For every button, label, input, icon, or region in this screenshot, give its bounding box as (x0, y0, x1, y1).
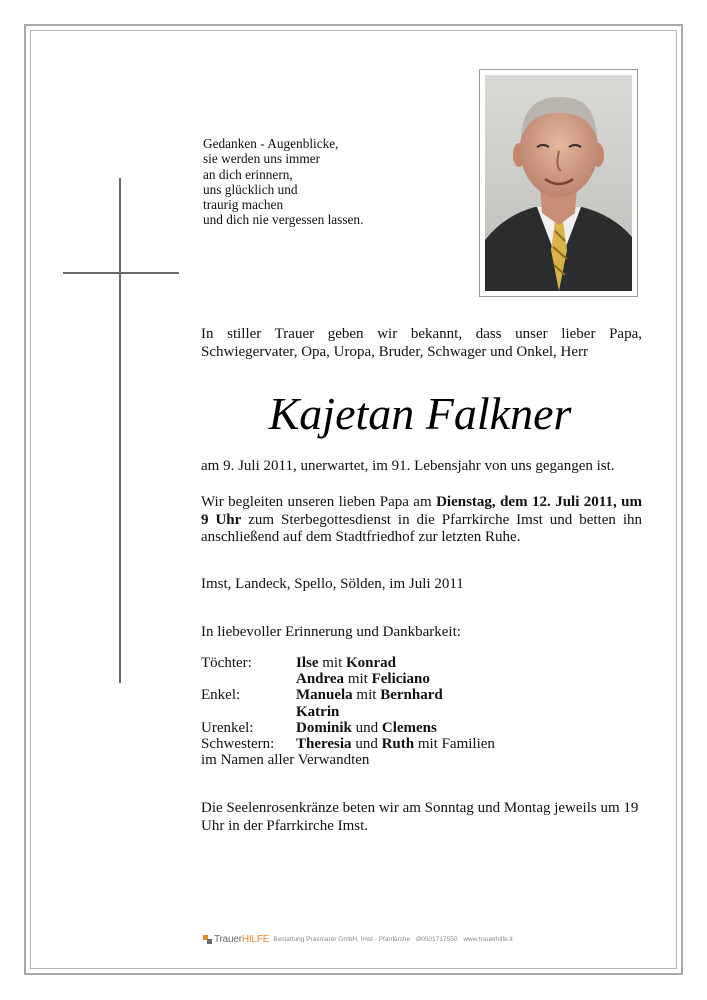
family-row (201, 671, 642, 687)
family-value (296, 671, 430, 687)
relative-name: Ilse (296, 655, 319, 671)
connector: mit (318, 655, 347, 671)
portrait-photo-frame (479, 69, 638, 297)
poem-line: traurig machen (203, 197, 284, 213)
footer (203, 932, 513, 946)
relative-name: Clemens (381, 719, 437, 736)
family-value (296, 720, 437, 736)
family-label: Enkel: (201, 687, 241, 704)
logo-text-part: Trauer (214, 933, 242, 945)
death-notice: am 9. Juli 2011, unerwartet, im 91. Lebensjahr von uns gegangen ist. (201, 458, 615, 474)
relative-name: Dominik (296, 719, 352, 736)
poem-line: und dich nie vergessen lassen. (203, 212, 364, 228)
family-value (296, 687, 443, 703)
relative-name: Feliciano (371, 671, 430, 688)
poem-line: uns glücklich und (203, 181, 298, 197)
connector: mit (352, 687, 381, 704)
funeral-date-time: Dienstag, dem 12. Juli 2011, um 9 Uhr (201, 494, 643, 528)
family-list (201, 655, 642, 768)
relative-name: Manuela (296, 687, 353, 704)
family-row (201, 720, 642, 736)
funeral-text-1: Wir begleiten unseren lieben Papa am (201, 494, 437, 510)
poem-line: Gedanken - Augenblicke, (203, 136, 339, 151)
family-value (296, 704, 339, 720)
relative-name: Bernhard (380, 687, 443, 704)
family-label: Schwestern: (201, 736, 275, 753)
cross-icon-vertical (119, 178, 121, 683)
phone-number: Ø0501717550 (416, 935, 458, 943)
family-row (201, 736, 642, 752)
trauerhilfe-logo (214, 934, 269, 945)
place-date: Imst, Landeck, Spello, Sölden, im Juli 2011 (201, 576, 464, 592)
logo-text-part: HILFE (241, 933, 270, 945)
trauerhilfe-logo-icon (203, 935, 212, 944)
cross-icon-horizontal (63, 272, 179, 274)
website-link[interactable]: www.trauerhilfe.it (463, 935, 513, 943)
family-label: Töchter: (201, 655, 252, 671)
poem-line: an dich erinnern, (203, 166, 293, 182)
relative-name: Katrin (296, 703, 340, 720)
relative-name: Andrea (296, 671, 345, 688)
relative-name: Konrad (346, 655, 397, 671)
connector: und (351, 719, 382, 736)
deceased-name: Kajetan Falkner (268, 388, 572, 439)
poem (203, 136, 463, 228)
connector: und (351, 736, 382, 753)
family-row (201, 752, 642, 768)
portrait-photo (485, 75, 632, 291)
family-value (296, 736, 495, 752)
connector: mit Familien (414, 736, 495, 753)
relative-name: Theresia (296, 736, 352, 753)
family-label: Urenkel: (201, 719, 254, 736)
poem-line: sie werden uns immer (203, 151, 321, 167)
funeral-details (201, 494, 642, 547)
family-row (201, 704, 642, 720)
family-label (201, 671, 296, 687)
memory-heading: In liebevoller Erinnerung und Dankbarkeit: (201, 624, 461, 640)
relative-name: Ruth (381, 736, 415, 753)
family-row (201, 655, 642, 671)
connector: mit (344, 671, 372, 688)
intro-text: In stiller Trauer geben wir bekannt, dass unser lieber Papa, Schwiegervater, Opa, Uropa, Bruder, Schwager und Onkel, Herr (201, 326, 642, 360)
funeral-text-2: zum Sterbegottesdienst in die Pfarrkirche Imst und betten ihn anschließend auf dem Stadtfriedhof zur letzten Ruhe. (201, 511, 642, 545)
company-info: Bestattung Praxmarer GmbH, Imst - Pfarrkirche (273, 935, 411, 943)
rosary-notice: Die Seelenrosenkränze beten wir am Sonntag und Montag jeweils um 19 Uhr in der Pfarrkirche Imst. (201, 800, 639, 834)
relatives-text: im Namen aller Verwandten (201, 752, 370, 769)
family-row (201, 687, 642, 703)
family-value (296, 655, 396, 671)
family-label (201, 704, 296, 720)
